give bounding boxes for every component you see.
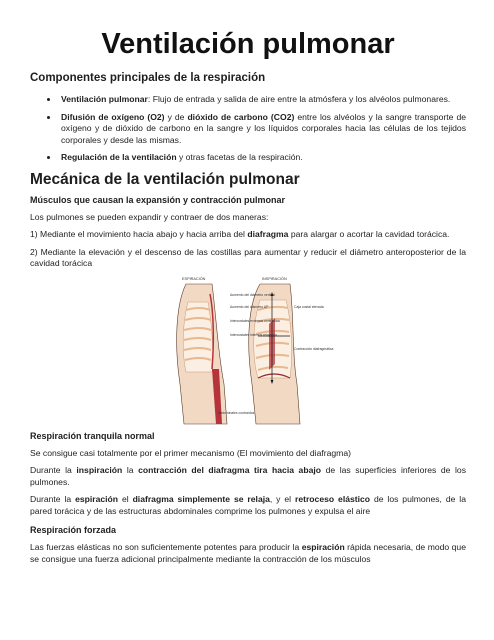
components-list (30, 94, 466, 164)
figure-title-inspiration: INSPIRACIÓN (262, 276, 287, 281)
label-external-intercostals: Intercostales externos contraídos (230, 318, 280, 323)
way-2-paragraph: 2) Mediante la elevación y el descenso de las costillas para aumentar y reducir el diámetro anteroposterior de la cavidad torácica (30, 246, 466, 268)
label-diaphragm: Contracción diafragmática (294, 346, 334, 351)
quiet-paragraph-3: Durante la espiración el diafragma simplemente se relaja, y el retroceso elástico de los pulmones, de la pared torácica y de las estructuras abdominales comprime los pulmones y expulsa el aire (30, 494, 466, 516)
label-ap: Aumento del diámetro AP (230, 304, 269, 309)
quiet-paragraph-1: Se consigue casi totalmente por el primer mecanismo (El movimiento del diafragma) (30, 447, 351, 458)
ventilation-illustration (172, 274, 334, 424)
list-item: • Difusión de oxígeno (O2) y de dióxido de carbono (CO2) entre los alvéolos y la sangre transporte de oxígeno y de dióxido de carbono en la sangre y los líquidos corporales hacia las células de los tejidos corporales y desde las mismas. (59, 112, 466, 147)
list-item: • Ventilación pulmonar: Flujo de entrada y salida de aire entre la atmósfera y los alvéolos pulmonares. (59, 94, 466, 106)
expiration-torso (177, 284, 227, 424)
list-item: • Regulación de la ventilación y otras facetas de la respiración. (59, 152, 466, 164)
intro-paragraph: Los pulmones se pueden expandir y contraer de dos maneras: (30, 211, 269, 222)
label-vertical: Aumento del diámetro vertical (230, 292, 275, 297)
page-title: Ventilación pulmonar (101, 28, 395, 60)
label-rib-cage: Caja costal elevada (294, 304, 324, 309)
section-heading-mechanics: Mecánica de la ventilación pulmonar (30, 170, 300, 188)
label-internal-intercostals: Intercostales internos relajados (230, 332, 277, 337)
label-abdominals: Abdominales contraídos (218, 410, 255, 415)
quiet-paragraph-2: Durante la inspiración la contracción del diafragma tira hacia abajo de las superficies inferiores de los pulmones. (30, 465, 466, 487)
ventilation-figure (172, 274, 334, 424)
way-1-paragraph: 1) Mediante el movimiento hacia abajo y hacia arriba del diafragma para alargar o acortar la cavidad torácica. (30, 229, 450, 239)
subheading-quiet-breathing: Respiración tranquila normal (30, 430, 155, 441)
subheading-muscles: Músculos que causan la expansión y contracción pulmonar (30, 194, 286, 205)
subheading-forced-breathing: Respiración forzada (30, 525, 117, 535)
forced-paragraph-1: Las fuerzas elásticas no son suficientemente potentes para producir la espiración rápida necesaria, de modo que se consigue una fuerza adicional principalmente mediante la contracción de los músculos (30, 542, 466, 564)
section-heading-components: Componentes principales de la respiración (30, 72, 266, 84)
figure-title-expiration: ESPIRACIÓN (182, 276, 206, 281)
